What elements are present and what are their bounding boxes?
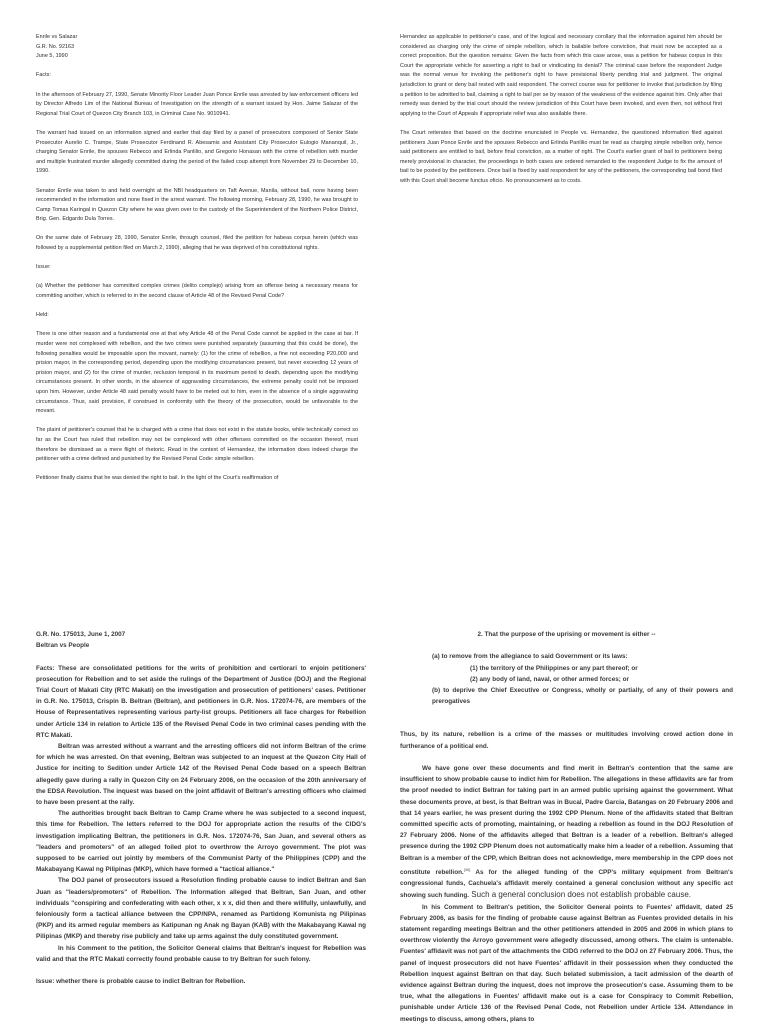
issue-paragraph: (a) Whether the petitioner has committed complex crimes (delito complejo) arising from an offense being a necessary means for committing another, which is referred to in the second clause of Article 48 of the Revised Penal Code?	[36, 283, 358, 300]
case2-facts-paragraph: The DOJ panel of prosecutors issued a Resolution finding probable cause to indict Beltran and San Juan as "leaders/promoters" of Rebellion. The Information alleged that Beltran, San Juan, and other individuals "conspiring and confederating with each other, x x x, did then and there willfully, unlawfully, and feloniously form a tactical alliance between the CPP/NPA, renamed as Partidong Komunista ng Pilipinas (PKP) and its armed regular members as Katipunan ng Anak ng Bayan (KAB) with the Makabayang Kawal ng Pilipinas (MKP) and thereby rise publicly and take up arms against the duly constituted government.	[36, 877, 366, 941]
ruling-paragraph: The Court reiterates that based on the doctrine enunciated in People vs. Hernandez, the questioned information filed against petitioners Juan Ponce Enrile and the spouses Rebecco and Erlinda Panlilio must be read as charging simple rebellion only, hence said petitioners are entitled to bail, before final conviction, as a matter of right. The Court's earlier grant of bail to petitioners being merely provisional in character, the proceedings in both cases are ordered remanded to the respondent Judge to fix the amount of bail to be posted by the petitioners. Once bail is fixed by said respondent for any of the petitioners, the corresponding bail bond filed with this Court shall become functus oficio. No pronouncement as to costs.	[400, 129, 722, 184]
case-date: June 5, 1990	[36, 53, 68, 60]
review-paragraph-cont: As for the alleged funding of the CPP's military equipment from Beltran's congressional funds, Cachuela's affidavit merely contained a general conclusion without any specific act showing such funding.	[400, 868, 733, 900]
facts-paragraph: The warrant had issued on an information signed and earlier that day filed by a panel of prosecutors composed of Senior State Prosecutor Aurelio C. Trampe, State Prosecutor Ferdinand R. Abesamis and Assistant City Prosecutor Eulogio Mananquil, Jr., charging Senator Enrile, the spouses Rebecco and Erlinda Panlilio, and Gregorio Honasan with the crime of rebellion with murder and multiple frustrated murder allegedly committed during the period of the failed coup attempt from November 29 to December 10, 1990.	[36, 129, 358, 175]
case2-right-column	[400, 629, 733, 1024]
case2-left-column	[36, 629, 366, 1024]
issue-label: Issue:	[36, 264, 51, 271]
case-gr-number: G.R. No. 92163	[36, 43, 75, 50]
facts-paragraph: On the same date of February 28, 1990, Senator Enrile, through counsel, filed the petition for habeas corpus herein (which was followed by a supplemental petition filed on March 2, 1990), alleging that he was deprived of his constitutional rights.	[36, 235, 358, 252]
review-conclusion: Such a general conclusion does not establish probable cause.	[469, 890, 692, 900]
facts-label: Facts:	[36, 72, 51, 79]
case1-right-column	[400, 33, 722, 263]
case2-facts-paragraph: In his Comment to the petition, the Solicitor General claims that Beltran's inquest for Rebellion was valid and that the RTC Makati correctly found probable cause to try Beltran for such felony.	[36, 944, 366, 963]
review-paragraph-main: We have gone over these documents and find merit in Beltran's contention that the same are insufficient to show probable cause to indict him for Rebellion. The allegations in these affidavits are far from the proof needed to indict Beltran for taking part in an armed public uprising against the government. What these documents prove, at best, is that Beltran was in Bucal, Padre Garcia, Batangas on 20 February 2006 and that 14 years earlier, he was present during the 1992 CPP Plenum. None of the affidavits stated that Beltran committed specific acts of promoting, maintaining, or heading a rebellion as found in the DOJ Resolution of 27 February 2006. None of the affidavits alleged that Beltran is a leader of a rebellion. Beltran's alleged presence during the 1992 CPP Plenum does not automatically make him a leader of a rebellion. Assuming that Beltran is a member of the CPP, which Beltran does not acknowledge, mere membership in the CPP does not constitute rebellion.	[400, 765, 733, 876]
case2-facts-paragraph: The authorities brought back Beltran to Camp Crame where he was subjected to a second inquest, this time for Rebellion. The letters referred to the DOJ for appropriate action the results of the CIDG's investigation implicating Beltran, the petitioners in G.R. Nos. 172074-76, San Juan, and several others as "leaders and promoters" of an alleged foiled plot to overthrow the Arroyo government. The plot was supposed to be carried out jointly by members of the Communist Party of the Philippines (CPP) and the Makabayang Kawal ng Pilipinas (MKP), which have formed a "tactical alliance."	[36, 810, 366, 874]
case2-title: Beltran vs People	[36, 642, 90, 650]
held-paragraph: Hernandez as applicable to petitioner's case, and of the logical and necessary corollary that the information against him should be considered as charging only the crime of simple rebellion, which is bailable before conviction, that must now be accepted as a correct proposition. But the question remains: Given the facts from which this case arose, was a petition for habeas corpus in this Court the appropriate vehicle for asserting a right to bail or vindicating its denial? The criminal case before the respondent Judge was the normal venue for invoking the petitioner's right to have provisional liberty pending trial and judgment. The original jurisdiction to grant or deny bail rested with said respondent. The correct course was for petitioner to invoke that jurisdiction by filing a petition to be admitted to bail, claiming a right to bail per se by reason of the weakness of the evidence against him. Only after that remedy was denied by the trial court should the review jurisdiction of this Court have been invoked, and even then, not without first applying to the Court of Appeals if appropriate relief was also available there.	[400, 34, 722, 117]
review-paragraph	[400, 763, 733, 902]
rebellion-element-a: (a) to remove from the allegiance to said Government or its laws:	[432, 653, 628, 661]
case2-issue: Issue: whether there is probable cause to indict Beltran for Rebellion.	[36, 978, 246, 986]
rebellion-element-a2: (2) any body of land, naval, or other armed forces; or	[470, 675, 629, 683]
footnote-reference: [45]	[463, 866, 471, 872]
held-paragraph: The plaint of petitioner's counsel that he is charged with a crime that does not exist in the statute books, while technically correct so far as the Court has ruled that rebellion may not be complexed with other offenses committed on the occasion thereof, must therefore be dismissed as a mere flight of rhetoric. Read in the context of Hernandez, the information does indeed charge the petitioner with a crime defined and punished by the Revised Penal Code: simple rebellion.	[36, 427, 358, 463]
rebellion-element-a1: (1) the territory of the Philippines or any part thereof; or	[470, 664, 638, 672]
case2-gr-number: G.R. No. 175013, June 1, 2007	[36, 631, 126, 638]
held-paragraph: Petitioner finally claims that he was denied the right to bail. In the light of the Court's reaffirmation of	[36, 475, 279, 482]
rebellion-element-intro: 2. That the purpose of the uprising or movement is either --	[477, 631, 656, 638]
case2-facts-paragraph: Facts: These are consolidated petitions for the writs of prohibition and certiorari to enjoin petitioners' prosecution for Rebellion and to set aside the rulings of the Department of Justice (DOJ) and the Regional Trial Court of Makati City (RTC Makati) on the investigation and prosecution of petitioners' cases. Petitioner in G.R. No. 175013, Crispin B. Beltran (Beltran), and petitioners in G.R. Nos. 172074-76, are members of the House of Representatives representing various party-list groups. Petitioners all face charges for Rebellion under Article 134 in relation to Article 135 of the Revised Penal Code in two criminal cases pending with the RTC Makati.	[36, 664, 366, 739]
held-label: Held:	[36, 312, 49, 319]
case-title: Enrile vs Salazar	[36, 34, 78, 40]
held-paragraph: There is one other reason and a fundamental one at that why Article 48 of the Penal Code cannot be applied in the case at bar. If murder were not complexed with rebellion, and the two crimes were punished separately (assuming that this could be done), the following penalties would be imposable upon the movant, namely: (1) for the crime of rebellion, a fine not exceeding P20,000 and prision mayor, in the corresponding period, depending upon the modifying circumstances present, but never exceeding 12 years of prision mayor, and (2) for the crime of murder, reclusion temporal in its maximum period to death, depending upon the modifying circumstances present. In other words, in the absence of aggravating circumstances, the extreme penalty could not be imposed upon him. However, under Article 48 said penalty would have to be meted out to him, even in the absence of a single aggravating circumstance. Thus, said provision, if construed in conformity with the theory of the prosecution, would be unfavorable to the movant.	[36, 331, 358, 415]
rebellion-element-b: (b) to deprive the Chief Executive or Congress, wholly or partially, of any of their powers and prerogatives	[432, 687, 733, 706]
facts-paragraph: In the afternoon of February 27, 1990, Senate Minority Floor Leader Juan Ponce Enrile was arrested by law enforcement officers led by Director Alfredo Lim of the National Bureau of Investigation on the strength of a warrant issued by Hon. Jaime Salazar of the Regional Trial Court of Quezon City Branch 103, in Criminal Case No. 9010941.	[36, 91, 358, 117]
rebellion-nature-paragraph: Thus, by its nature, rebellion is a crime of the masses or multitudes involving crowd action done in furtherance of a political end.	[400, 731, 733, 750]
case1-left-column	[36, 33, 358, 525]
facts-paragraph: Senator Enrile was taken to and held overnight at the NBI headquarters on Taft Avenue, Manila, without bail, none having been recommended in the information and none fixed in the arrest warrant. The following morning, February 28, 1990, he was brought to Camp Tomas Karingal in Quezon City where he was given over to the custody of the Superintendent of the Northern Police District, Brig. Gen. Edgardo Dula Torres.	[36, 187, 358, 223]
comment-paragraph: In his Comment to Beltran's petition, the Solicitor General points to Fuentes' affidavit, dated 25 February 2006, as basis for the finding of probable cause against Beltran as Fuentes provided details in his statement regarding meetings Beltran and the other petitioners attended in 2005 and 2006 in which plans to overthrow violently the Arroyo government were allegedly discussed, among others. The claim is untenable. Fuentes' affidavit was not part of the attachments the CIDG referred to the DOJ on 27 February 2006. Thus, the panel of inquest prosecutors did not have Fuentes' affidavit in their possession when they conducted the Rebellion inquest against Beltran on that day. Such belated submission, a tacit admission of the dearth of evidence against Beltran during the inquest, does not improve the prosecution's case. Assuming them to be true, what the allegations in Fuentes' affidavit make out is a case for Conspiracy to Commit Rebellion, punishable under Article 136 of the Revised Penal Code, not Rebellion under Article 134. Attendance in meetings to discuss, among others, plans to	[400, 903, 733, 1023]
case2-facts-paragraph: Beltran was arrested without a warrant and the arresting officers did not inform Beltran of the crime for which he was arrested. On that evening, Beltran was subjected to an inquest at the Quezon City Hall of Justice for inciting to Sedition under Article 142 of the Revised Penal Code based on a speech Beltran allegedly gave during a rally in Quezon City on 24 February 2006, on the occasion of the 20th anniversary of the EDSA Revolution. The inquest was based on the joint affidavit of Beltran's arresting officers who claimed to have been present at the rally.	[36, 743, 366, 807]
